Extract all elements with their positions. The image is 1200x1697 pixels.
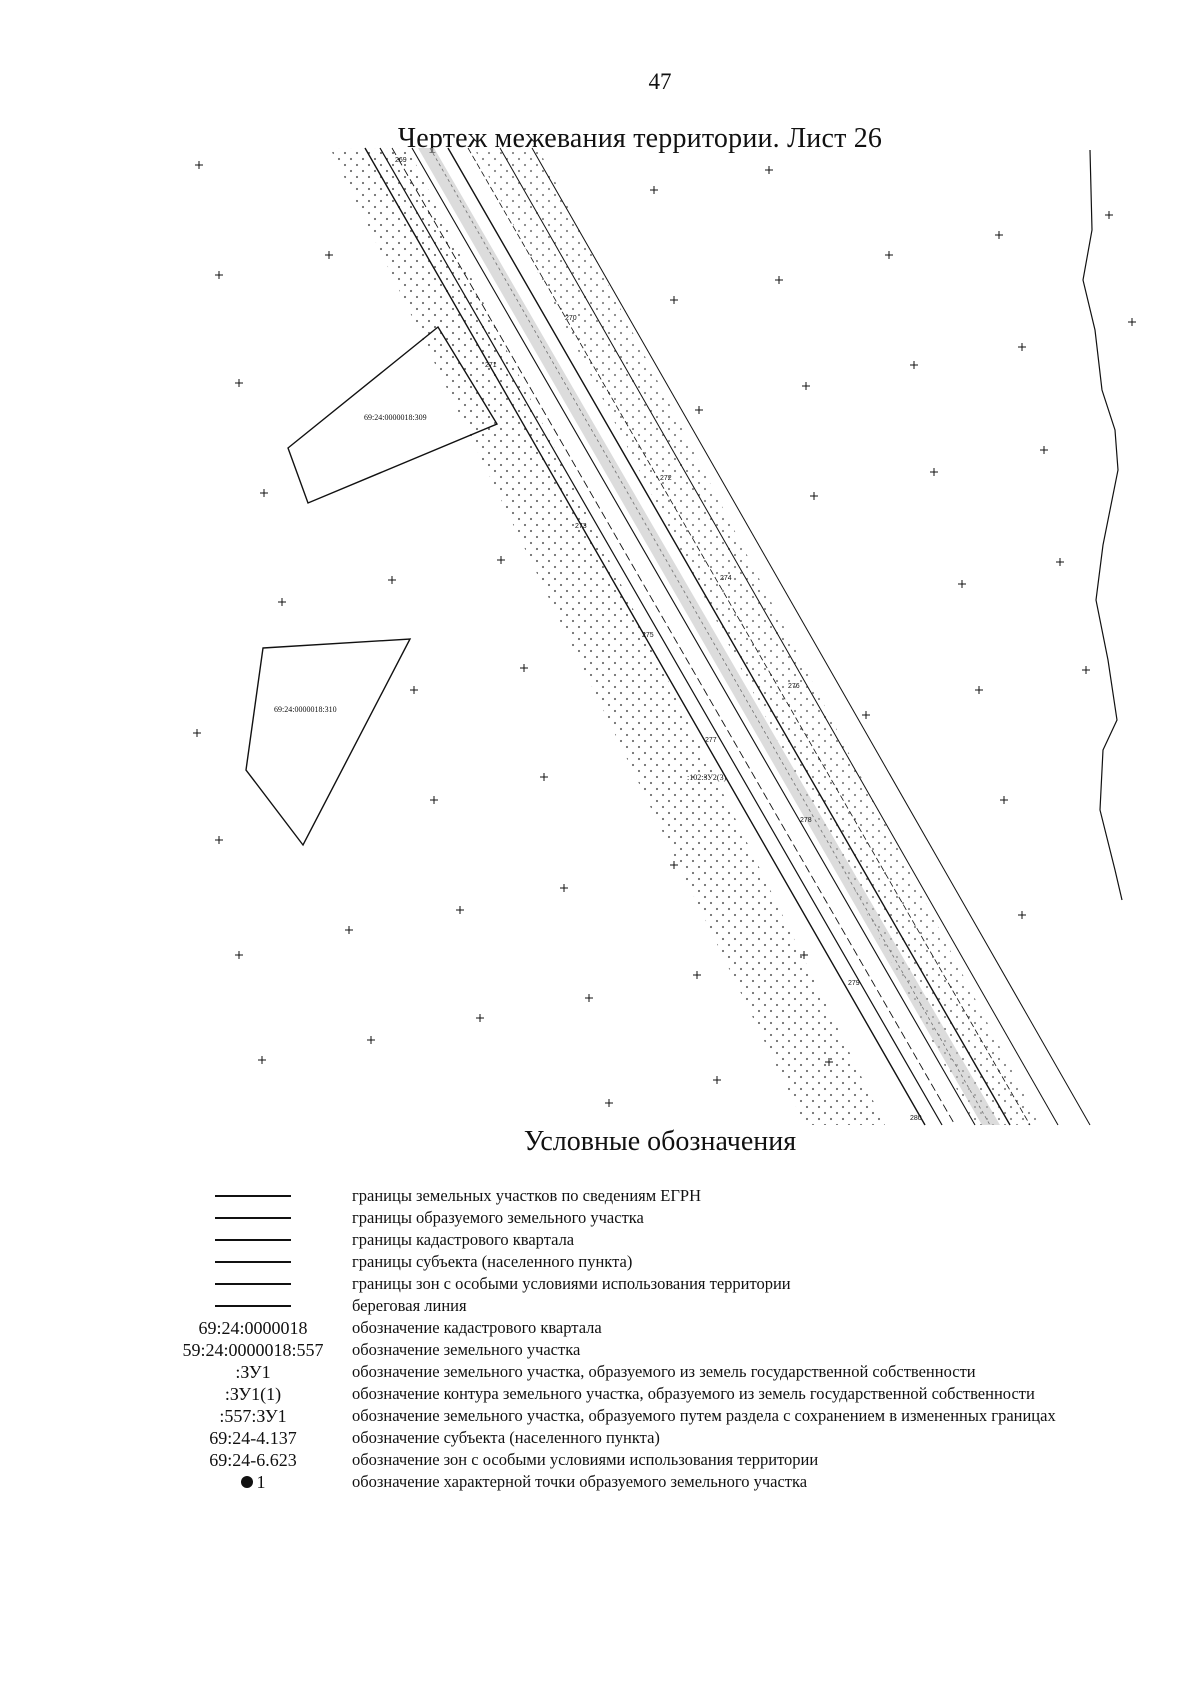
legend-description: обозначение земельного участка, образуемого путем раздела с сохранением в измененных границах: [352, 1406, 1056, 1425]
legend-description: обозначение субъекта (населенного пункта): [352, 1428, 660, 1447]
legend-symbol-line: [178, 1273, 328, 1295]
legend-symbol-text: :557:ЗУ1: [219, 1406, 287, 1426]
point-label-279: 279: [848, 980, 860, 987]
page-number: 47: [648, 69, 672, 94]
legend-description: границы земельных участков по сведениям ЕГРН: [352, 1186, 702, 1205]
point-label-271: 271: [485, 362, 497, 369]
legend-row-cadastral-quarter-label: [178, 1317, 1178, 1339]
shoreline: [1083, 150, 1122, 900]
legend-row-characteristic-point: [178, 1471, 1178, 1493]
legend-symbol-line: [178, 1185, 328, 1207]
legend-description: обозначение характерной точки образуемого земельного участка: [352, 1472, 808, 1491]
legend-description: обозначение кадастрового квартала: [352, 1318, 602, 1337]
legend-symbol-text: :ЗУ1(1): [224, 1384, 282, 1404]
point-label-275: 275: [642, 632, 654, 639]
legend-symbol-text: :ЗУ1: [235, 1362, 271, 1382]
legend-row-subject-label: [178, 1427, 1178, 1449]
legend-row-egrn-boundaries: [178, 1185, 1178, 1207]
point-label-274: 274: [720, 575, 732, 582]
legend-symbol-line: [178, 1207, 328, 1229]
legend-description: обозначение зон с особыми условиями использования территории: [352, 1450, 819, 1469]
point-label-270: 270: [565, 315, 577, 322]
legend-symbol-text: 69:24:0000018: [198, 1318, 308, 1338]
parcel-label-102-zu2-3: :102:ЗУ2(3): [687, 773, 727, 782]
point-label-272: 272: [660, 475, 672, 482]
point-label-269: 269: [395, 157, 407, 164]
legend-row-zu1: [178, 1361, 1178, 1383]
legend-row-formed-boundaries: [178, 1207, 1178, 1229]
legend-description: береговая линия: [352, 1296, 467, 1315]
legend-row-cadastral-quarter-boundaries: [178, 1229, 1178, 1251]
legend-description: обозначение земельного участка: [352, 1340, 581, 1359]
legend: [178, 1185, 1178, 1493]
parcel-label-309: 69:24:0000018:309: [364, 413, 427, 422]
legend-row-shoreline: [178, 1295, 1178, 1317]
parcel-310: [246, 639, 410, 845]
legend-description: границы образуемого земельного участка: [352, 1208, 644, 1227]
legend-description: обозначение земельного участка, образуемого из земель государственной собственности: [352, 1362, 976, 1381]
legend-symbol-line: [178, 1295, 328, 1317]
legend-description: границы субъекта (населенного пункта): [352, 1252, 633, 1271]
point-number: 1: [256, 1472, 266, 1492]
legend-row-zu1-contour: [178, 1383, 1178, 1405]
grid-crosses: [193, 161, 1136, 1107]
point-label-278: 278: [800, 817, 812, 824]
legend-symbol-point: [178, 1471, 328, 1493]
legend-description: границы зон с особыми условиями использования территории: [352, 1274, 791, 1293]
road-strip: [418, 148, 1000, 1125]
legend-description: обозначение контура земельного участка, образуемого из земель государственной собственности: [352, 1384, 1035, 1403]
black-dot-icon: [241, 1476, 253, 1488]
legend-symbol-text: 69:24-6.623: [209, 1450, 297, 1470]
legend-row-land-plot-label: [178, 1339, 1178, 1361]
legend-row-special-zone-label: [178, 1449, 1178, 1471]
legend-description: границы кадастрового квартала: [352, 1230, 575, 1249]
point-label-280: 280: [910, 1115, 922, 1122]
legend-row-special-zone-boundaries: [178, 1273, 1178, 1295]
point-label-276: 276: [788, 683, 800, 690]
legend-symbol-text: 69:24-4.137: [209, 1428, 297, 1448]
legend-row-split-plot: [178, 1405, 1178, 1427]
point-label-277: 277: [705, 737, 717, 744]
drawing-title: Чертеж межевания территории. Лист 26: [397, 123, 883, 154]
legend-symbol-line: [178, 1229, 328, 1251]
legend-row-subject-boundaries: [178, 1251, 1178, 1273]
legend-symbol-text: 59:24:0000018:557: [182, 1340, 324, 1360]
legend-symbol-line: [178, 1251, 328, 1273]
legend-title: Условные обозначения: [523, 1126, 797, 1157]
parcel-label-310: 69:24:0000018:310: [274, 705, 337, 714]
point-label-273: 273: [575, 523, 587, 530]
point-mark: [241, 1471, 266, 1493]
